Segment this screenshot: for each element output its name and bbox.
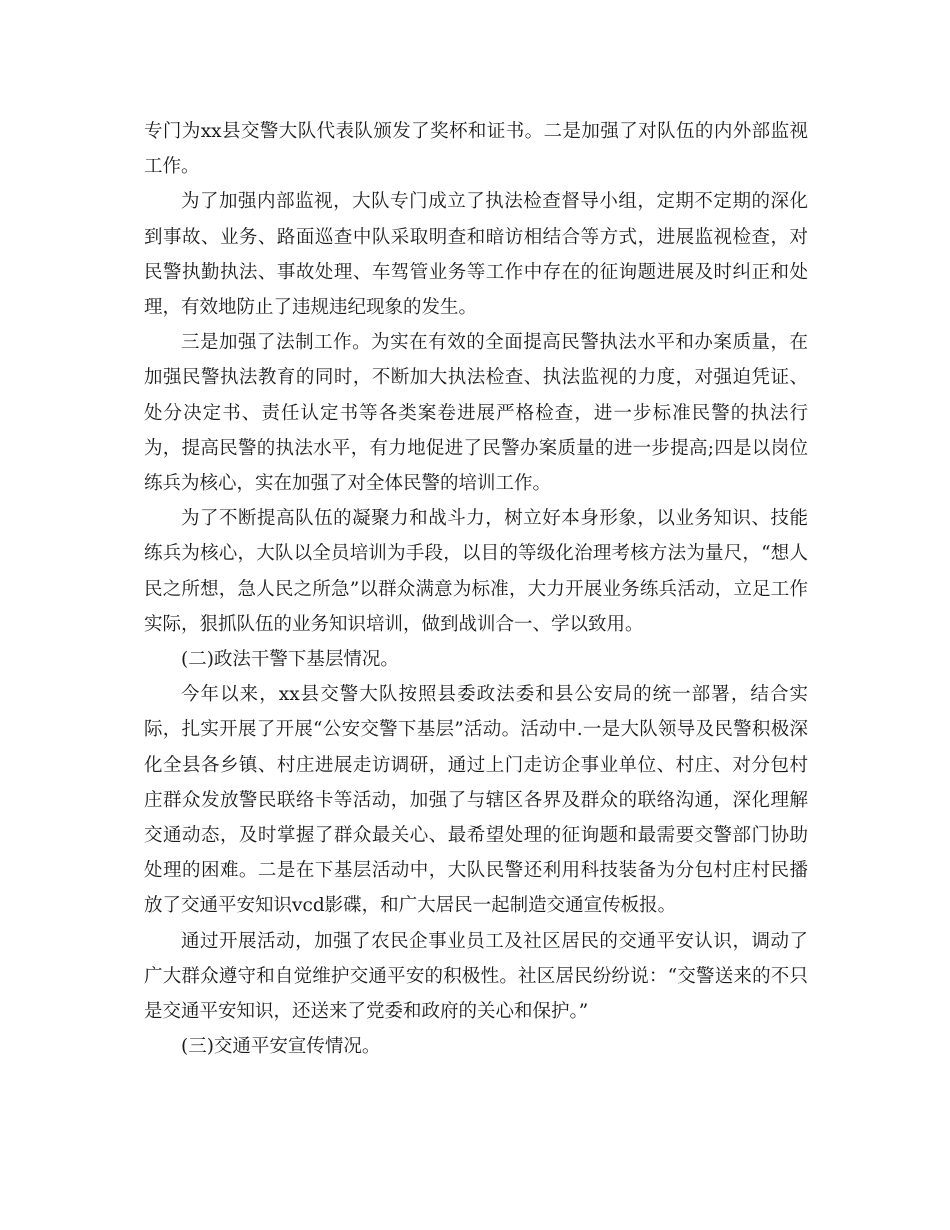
section-heading-2: (二)政法干警下基层情况。 <box>181 649 399 671</box>
paragraph-6: 通过开展活动，加强了农民企事业员工及社区居民的交通平安认识，调动了广大群众遵守和自觉维护交通平安的积极性。社区居民纷纷说：“交警送来的不只是交通平安知识，还送来了党委和政府的关心和保护。” <box>144 930 808 1023</box>
paragraph-4: 为了不断提高队伍的凝聚力和战斗力，树立好本身形象，以业务知识、技能练兵为核心，大队以全员培训为手段，以目的等级化治理考核方法为量尺，“想人民之所想，急人民之所急”以群众满意为标准，大力开展业务练兵活动，立足工作实际，狠抓队伍的业务知识培训，做到战训合一、学以致用。 <box>144 508 808 635</box>
paragraph-2: 为了加强内部监视，大队专门成立了执法检查督导小组，定期不定期的深化到事故、业务、路面巡查中队采取明查和暗访相结合等方式，进展监视检查，对民警执勤执法、事故处理、车驾管业务等工作中存在的征询题进展及时纠正和处理，有效地防止了违规违纪现象的发生。 <box>144 191 808 319</box>
document-body <box>144 114 808 1064</box>
section-heading-3: (三)交通平安宣传情况。 <box>181 1036 381 1058</box>
paragraph-3: 三是加强了法制工作。为实在有效的全面提高民警执法水平和办案质量，在加强民警执法教育的同时，不断加大执法检查、执法监视的力度，对强迫凭证、处分决定书、责任认定书等各类案卷进展严格检查，进一步标准民警的执法行为，提高民警的执法水平，有力地促进了民警办案质量的进一步提高;四是以岗位练兵为核心，实在加强了对全体民警的培训工作。 <box>144 332 808 495</box>
paragraph-5: 今年以来，xx县交警大队按照县委政法委和县公安局的统一部署，结合实际，扎实开展了开展“公安交警下基层”活动。活动中.一是大队领导及民警积极深化全县各乡镇、村庄进展走访调研，通过上门走访企事业单位、村庄、对分包村庄群众发放警民联络卡等活动，加强了与辖区各界及群众的联络沟通，深化理解交通动态，及时掌握了群众最关心、最希望处理的征询题和最需要交警部门协助处理的困难。二是在下基层活动中，大队民警还利用科技装备为分包村庄村民播放了交通平安知识vcd影碟，和广大居民一起制造交通宣传板报。 <box>144 684 808 917</box>
paragraph-1: 专门为xx县交警大队代表队颁发了奖杯和证书。二是加强了对队伍的内外部监视工作。 <box>144 121 808 178</box>
